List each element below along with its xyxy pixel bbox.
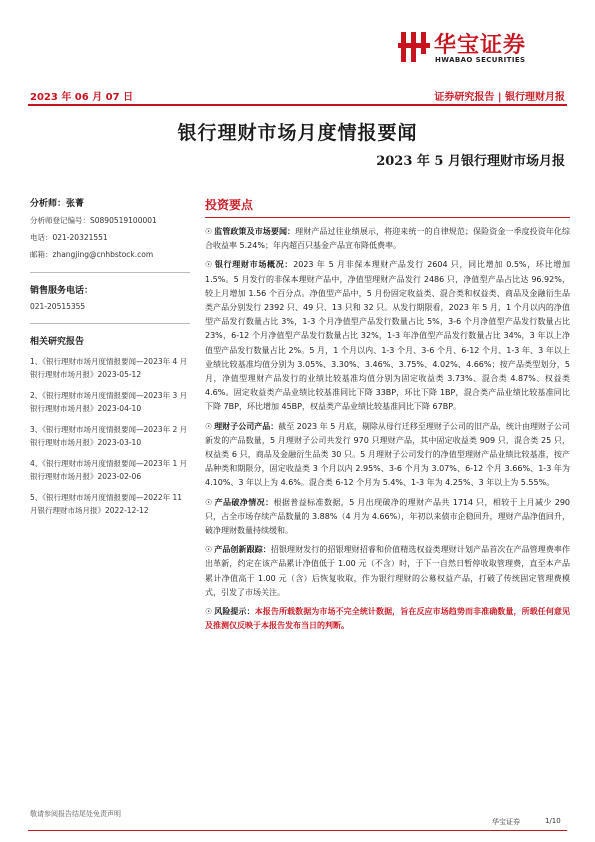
main-content (205, 196, 570, 638)
logo-chinese-name: 华宝证券 (434, 33, 527, 58)
analyst-cert: 分析师登记编号：S0890519100001 (30, 216, 157, 225)
related-report-item[interactable]: 4、《银行理财市场月度情报要闻—2023年 1 月银行理财市场月报》2023-02-06 (30, 459, 188, 481)
risk-body: 本报告所载数据为市场不完全统计数据，旨在反应市场趋势而非准确数量，所载任何意见及推测仅反映于本报告发布当日的判断。 (205, 607, 571, 631)
bullet-icon: ☉ (205, 497, 213, 507)
risk-warning (205, 605, 570, 633)
report-type: 证券研究报告 | 银行理财月报 (434, 92, 565, 103)
bullet-icon: ☉ (205, 260, 213, 270)
key-point-paragraph (205, 258, 570, 414)
related-report-item[interactable]: 2、《银行理财市场月度情报要闻—2023年 3 月银行理财市场月报》2023-04-10 (30, 391, 188, 413)
logo-english-name: HWABAO SECURITIES (435, 56, 526, 64)
sidebar (30, 196, 190, 517)
key-point-paragraph (205, 420, 570, 491)
footer-divider (28, 830, 567, 831)
key-point-paragraph (205, 225, 570, 253)
sidebar-divider (30, 323, 190, 324)
page-title: 银行理财市场月度情报要闻 (177, 122, 418, 144)
bullet-icon: ☉ (205, 545, 213, 555)
related-reports-heading: 相关研究报告 (30, 337, 85, 347)
bullet-icon: ☉ (205, 227, 213, 236)
risk-label: 风险提示： (214, 607, 255, 617)
analyst-phone: 电话：021-20321551 (30, 233, 108, 242)
key-point-body: 招银理财发行的招银理财招睿和价值精选权益类理财计划产品首次在产品管理费率作出革新，约定在该产品累计净值低于 1.00 元（不含）时，于下一自然日暂停收取管理费，直至本产品累计净值高于 1.00 元（含）后恢复收取，作为银行理财的公募权益产品，打破了传统固定管理费模式，引发了市场关注。 (205, 545, 571, 597)
key-point-label: 产品创新跟踪： (214, 545, 271, 555)
sales-label: 销售服务电话： (30, 286, 94, 296)
analyst-name: 分析师：张菁 (30, 199, 85, 209)
key-point-body: 截至 2023 年 5 月底，剔除从母行迁移至理财子公司的旧产品，统计由理财子公司新发的产品数量，5 月理财子公司共发行 970 只理财产品，其中固定收益类 909 只，混合类 25 只，权益类 6 只，商品及金融衍生品类 30 只。5 月理财子公司发行的净值型理财产品业绩比较基准，按产品种类和期限分，固定收益类 3 个月以内 2.95%、3-6 个月为 3.07%、6-12 个月 3.66%、1-3 年为 4.10%、3 年以上为 4.6%。混合类 6-12 个月为 5.4%、1-3 年为 4.25%、3 年以上为 5.55%。 (205, 421, 570, 488)
key-point-label: 银行理财市场概况： (214, 260, 294, 270)
key-point-label: 理财子公司产品： (214, 421, 279, 431)
company-logo (398, 28, 568, 68)
related-report-item[interactable]: 5、《银行理财市场月度情报要闻—2022年 11 月银行理财市场月报》2022-12-12 (30, 493, 183, 515)
key-point-label: 监管政策及市场要闻： (214, 227, 296, 236)
bullet-icon: ☉ (205, 607, 213, 617)
related-report-item[interactable]: 3、《银行理财市场月度情报要闻—2023年 2 月银行理财市场月报》2023-03-10 (30, 425, 188, 447)
related-report-item[interactable]: 1、《银行理财市场月度情报要闻—2023年 4 月银行理财市场月报》2023-05-12 (30, 357, 188, 379)
page-subtitle: 2023 年 5 月银行理财市场月报 (376, 154, 565, 169)
report-date: 2023 年 06 月 07 日 (30, 92, 134, 103)
key-point-body: 2023 年 5 月非保本理财产品发行 2604 只，同比增加 0.5%，环比增加 1.5%。5 月发行的非保本理财产品中，净值型理财产品发行 2486 只，净值型产品占比达 96.92%，较上月增加 1.56 个百分点。净值型产品中，5 月份固定收益类、混合类和权益类、商品及金融衍生品类产品分别发行 2392 只、49 只、13 只和 32 只。从发行期限看，2023 年 5 月，1 个月以内的净值型产品发行数量占比 3%，1-3 个月净值型产品发行数量占比 5%，3-6 个月净值型产品发行数量占比 23%，6-12 个月净值型产品发行数量占比 32%，1-3 年净值型产品发行数量占比 34%，3 年以上净值型产品发行数量占比 2%。5 月，1 个月以内、1-3 个月、3-6 个月、6-12 个月、1-3 年、3 年以上业绩比较基准均值分别为 3.05%、3.30%、3.46%、3.75%、4.02%、4.66%；按产品类型划分，5 月，净值型理财产品发行的业绩比较基准均值分别为固定收益类 3.73%、混合类 4.87%、权益类 4.6%。固定收益类产品业绩比较基准同比下降 33BP，环比下降 1BP，混合类产品业绩比较基准同比下降 7BP，环比增加 45BP，权益类产品业绩比较基准同比下降 67BP。 (205, 260, 571, 412)
page-number: 1/10 (545, 817, 561, 825)
sales-phone: 021-20515355 (30, 302, 86, 311)
section-title: 投资要点 (205, 198, 254, 212)
footer-disclaimer: 敬请参阅报告结尾处免责声明 (30, 810, 121, 818)
footer-company: 华宝证券 (492, 818, 520, 826)
key-point-paragraph (205, 496, 570, 539)
sidebar-divider (30, 272, 190, 273)
analyst-email[interactable]: 邮箱：zhangjing@cnhbstock.com (30, 250, 154, 259)
hwabao-logo-icon (398, 30, 430, 64)
key-point-label: 产品破净情况： (214, 497, 274, 507)
key-point-body: 根据普益标准数据，5 月出现破净的理财产品共 1714 只，相较于上月减少 290 只，占全市场存续产品数量的 3.88%（4 月为 4.66%），年初以来债市企稳回升，理财产品净值回升，破净理财数量持续缓和。 (205, 497, 571, 536)
section-divider (205, 217, 570, 218)
header-divider (28, 104, 567, 106)
key-point-paragraph (205, 543, 570, 600)
key-point-body: 理财产品过往业绩展示，将迎来统一的自律规范；保险资金一季度投资年化综合收益率 5.24%；年内超百只基金产品宣布降低费率。 (205, 227, 571, 251)
bullet-icon: ☉ (205, 421, 213, 431)
